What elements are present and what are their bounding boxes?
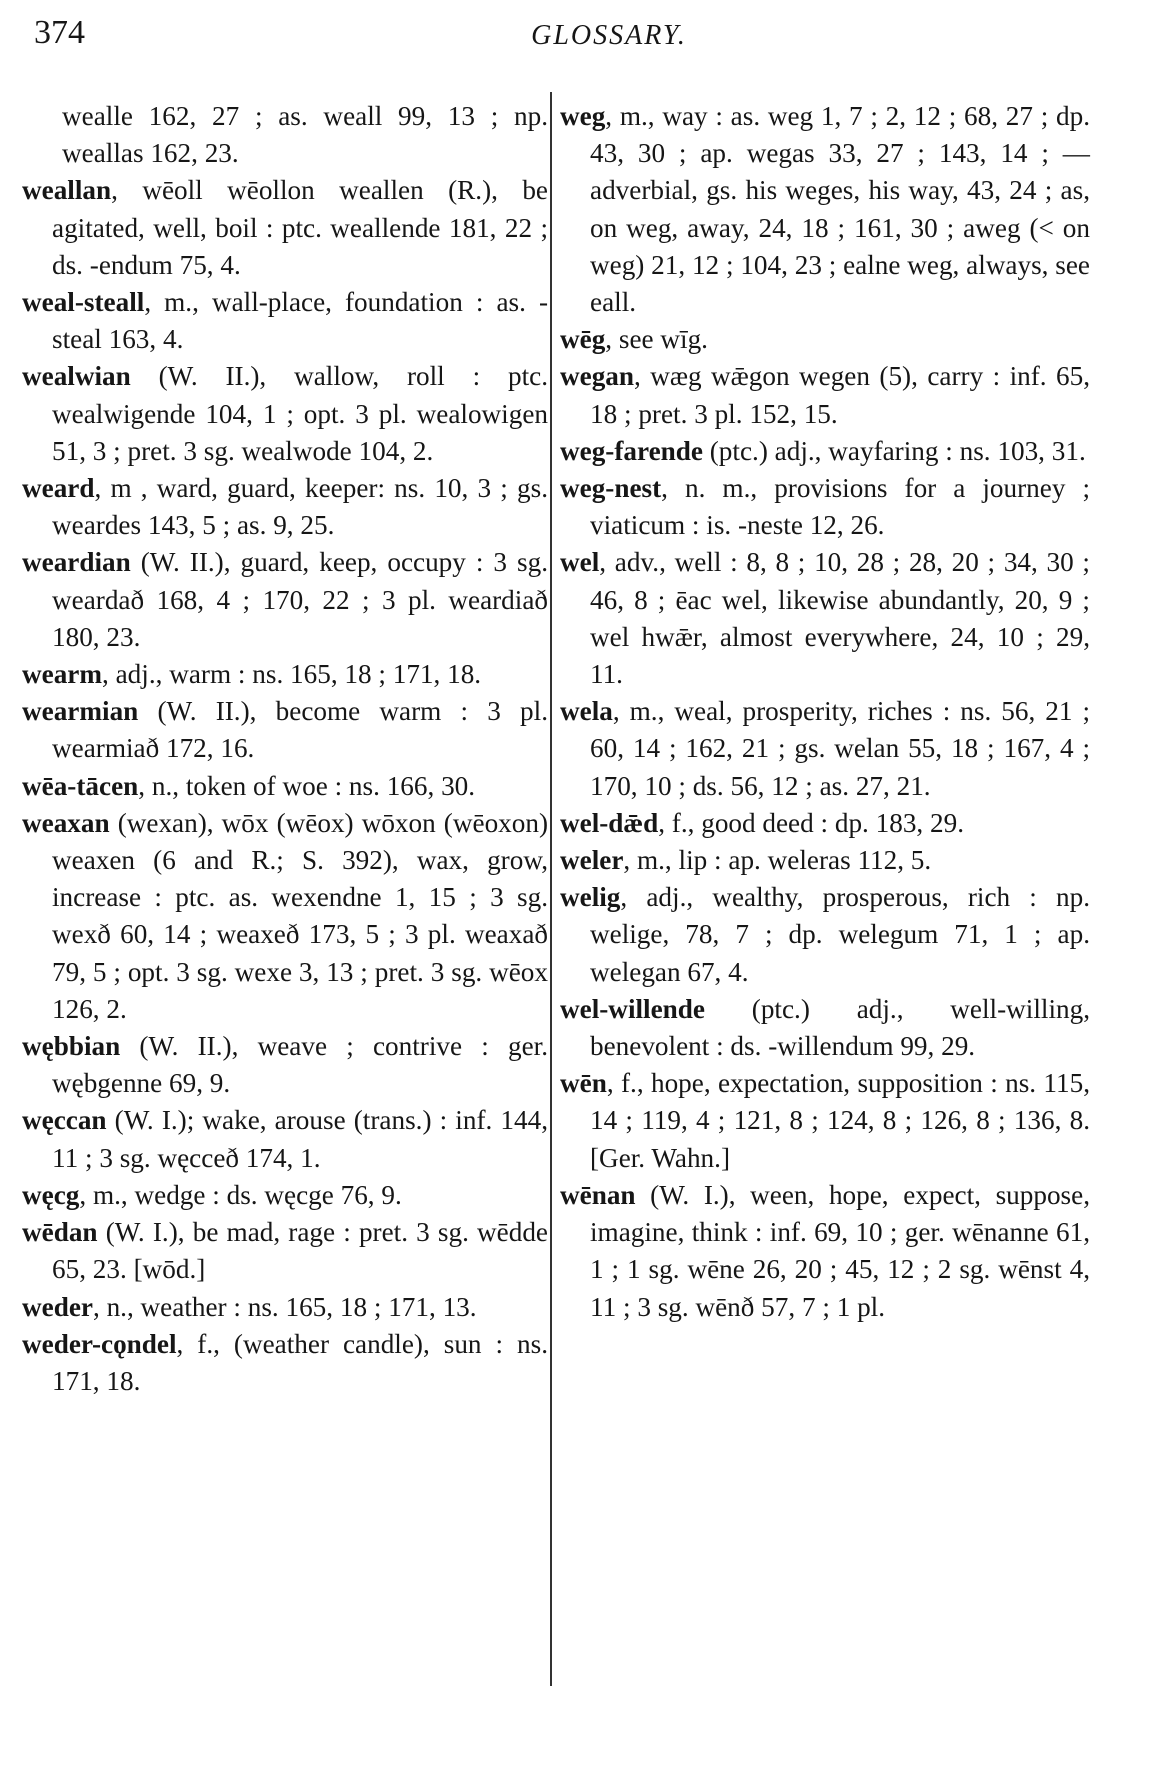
entry-headword: weg-nest (560, 473, 662, 504)
entry-text: (W. I.), be mad, rage : pret. 3 sg. wēdde 65, 23. [wōd.] (52, 1217, 548, 1285)
entry-text: , f., good deed : dp. 183, 29. (658, 807, 965, 838)
entry-headword: weder (22, 1291, 93, 1322)
entry-headword: wēdan (22, 1217, 98, 1248)
entry-text: , n., weather : ns. 165, 18 ; 171, 13. (92, 1291, 477, 1322)
entry-text: , f., hope, expectation, supposition : ns. 115, 14 ; 119, 4 ; 121, 8 ; 124, 8 ; 126, 8 ; 136, 8. [Ger. Wahn.] (590, 1068, 1090, 1173)
glossary-entry-weallan (22, 172, 548, 284)
running-title: GLOSSARY. (531, 20, 687, 51)
entry-headword: wēa-tācen (22, 770, 139, 801)
entry-text: , wæg wǣgon wegen (5), carry : inf. 65, 18 ; pret. 3 pl. 152, 15. (590, 361, 1090, 429)
entry-text: , m., weal, prosperity, riches : ns. 56, 21 ; 60, 14 ; 162, 21 ; gs. welan 55, 18 ; 167, 4 ; 170, 10 ; ds. 56, 12 ; as. 27, 21. (590, 696, 1090, 801)
entry-text: , adj., wealthy, prosperous, rich : np. welige, 78, 7 ; dp. welegum 71, 1 ; ap. welegan 67, 4. (590, 882, 1090, 987)
entry-text: , n. m., provisions for a journey ; viaticum : is. -neste 12, 26. (590, 473, 1090, 541)
glossary-entry-weg-farende (560, 433, 1090, 470)
entry-text: (W. I.); wake, arouse (trans.) : inf. 144, 11 ; 3 sg. węcceð 174, 1. (52, 1105, 548, 1173)
entry-headword: weard (22, 473, 95, 504)
glossary-entry-wealwian (22, 358, 548, 470)
glossary-entry-wegan (560, 358, 1090, 432)
glossary-entry-weg-see (560, 321, 1090, 358)
entry-text: , m., lip : ap. weleras 112, 5. (623, 845, 932, 876)
entry-headword: wel-dǣd (560, 807, 659, 838)
entry-text: (ptc.) adj., well-willing, benevolent : ds. -willendum 99, 29. (590, 993, 1090, 1062)
entry-headword: weal-steall (22, 287, 145, 318)
entry-headword: węcg (22, 1179, 80, 1210)
entry-text: (W. II.), wallow, roll : ptc. wealwigende 104, 1 ; opt. 3 pl. wealowigen 51, 3 ; pret. 3 sg. wealwode 104, 2. (52, 361, 548, 466)
entry-text: (wexan), wōx (wēox) wōxon (wēoxon) weaxen (6 and R.; S. 392), wax, grow, increase : ptc. as. wexendne 1, 15 ; 3 sg. wexð 60, 14 ; weaxeð 173, 5 ; 3 pl. weaxað 79, 5 ; opt. 3 sg. wexe 3, 13 ; pret. 3 sg. wēox 126, 2. (52, 807, 548, 1024)
entry-text: , f., (weather candle), sun : ns. 171, 18. (52, 1328, 548, 1396)
glossary-entry-wealle-cont (22, 98, 548, 172)
glossary-entry-weaxan (22, 805, 548, 1028)
entry-headword: węccan (22, 1105, 107, 1136)
glossary-entry-weg-nest (560, 470, 1090, 544)
glossary-entry-weardian (22, 544, 548, 656)
entry-text: , m., way : as. weg 1, 7 ; 2, 12 ; 68, 27 ; dp. 43, 30 ; ap. wegas 33, 27 ; 143, 14 ; — adverbial, gs. his weges, his way, 43, 24 ; as, on weg, away, 24, 18 ; 161, 30 ; aweg (< on weg) 21, 12 ; 104, 23 ; ealne weg, always, see eall. (590, 101, 1090, 318)
glossary-entry-welig (560, 879, 1090, 991)
glossary-entry-weard (22, 470, 548, 544)
entry-headword: wealwian (22, 361, 131, 392)
entry-text: , see wīg. (605, 324, 708, 355)
glossary-entry-weder (22, 1289, 548, 1326)
entry-text: , m , ward, guard, keeper: ns. 10, 3 ; gs. weardes 143, 5 ; as. 9, 25. (52, 473, 548, 541)
entry-text: , adv., well : 8, 8 ; 10, 28 ; 28, 20 ; 34, 30 ; 46, 8 ; ēac wel, likewise abundantly, 20, 9 ; wel hwǣr, almost everywhere, 24, 10 ; 29, 11. (590, 547, 1090, 690)
right-column (560, 98, 1090, 1326)
entry-headword: wearmian (22, 696, 139, 727)
entry-headword: wearm (22, 659, 103, 690)
entry-headword: wela (560, 696, 613, 727)
entry-headword: wēnan (560, 1179, 636, 1210)
glossary-entry-webbian (22, 1028, 548, 1102)
glossary-entry-wen (560, 1065, 1090, 1177)
entry-headword: wegan (560, 361, 635, 392)
glossary-entry-weal-steall (22, 284, 548, 358)
column-divider (550, 92, 552, 1686)
entry-text: , m., wedge : ds. węcge 76, 9. (79, 1179, 402, 1210)
glossary-entry-wedan (22, 1214, 548, 1288)
glossary-entry-wel-willende (560, 991, 1090, 1065)
glossary-entry-wearm (22, 656, 548, 693)
entry-headword: weg (560, 101, 606, 131)
entry-text: , m., wall-place, foundation : as. -steal 163, 4. (52, 287, 548, 355)
glossary-entry-wearmian (22, 693, 548, 767)
entry-headword: weallan (22, 175, 112, 206)
left-column (22, 98, 548, 1400)
entry-text: (ptc.) adj., wayfaring : ns. 103, 31. (702, 435, 1086, 466)
glossary-entry-weg (560, 98, 1090, 321)
entry-text: (W. II.), guard, keep, occupy : 3 sg. weardað 168, 4 ; 170, 22 ; 3 pl. weardiað 180, 23. (52, 547, 548, 652)
entry-headword: wēg (560, 324, 606, 355)
entry-text: (W. II.), become warm : 3 pl. wearmiað 172, 16. (52, 696, 548, 764)
entry-headword: wēn (560, 1068, 607, 1099)
entry-headword: welig (560, 882, 621, 913)
glossary-entry-wela (560, 693, 1090, 805)
entry-text: , n., token of woe : ns. 166, 30. (138, 770, 476, 801)
page-header (34, 14, 1124, 58)
glossary-entry-wel (560, 544, 1090, 693)
entry-headword: weardian (22, 547, 131, 578)
glossary-entry-wea-tacen (22, 768, 548, 805)
entry-text: (W. I.), ween, hope, expect, suppose, imagine, think : inf. 69, 10 ; ger. wēnanne 61, 1 ; 1 sg. wēne 26, 20 ; 45, 12 ; 2 sg. wēnst 4, 11 ; 3 sg. wēnð 57, 7 ; 1 pl. (590, 1179, 1090, 1322)
entry-headword: wel-willende (560, 993, 705, 1024)
glossary-entry-wecg (22, 1177, 548, 1214)
entry-headword: weg-farende (560, 435, 703, 466)
glossary-entry-wel-daed (560, 805, 1090, 842)
entry-text: (W. II.), weave ; contrive : ger. wębgenne 69, 9. (52, 1031, 548, 1099)
glossary-entry-weccan (22, 1102, 548, 1176)
page-number: 374 (34, 14, 85, 51)
glossary-entry-wenan (560, 1177, 1090, 1326)
glossary-entry-weder-condel (22, 1326, 548, 1400)
entry-headword: wel (560, 547, 600, 578)
entry-text: wealle 162, 27 ; as. weall 99, 13 ; np. weallas 162, 23. (62, 101, 548, 169)
entry-headword: weaxan (22, 807, 110, 838)
entry-headword: wębbian (22, 1031, 121, 1062)
glossary-entry-weler (560, 842, 1090, 879)
entry-text: , adj., warm : ns. 165, 18 ; 171, 18. (102, 659, 482, 690)
entry-text: , wēoll wēollon weallen (R.), be agitated, well, boil : ptc. weallende 181, 22 ; ds. -endum 75, 4. (52, 175, 548, 280)
entry-headword: weler (560, 845, 624, 876)
entry-headword: weder-cǫndel (22, 1328, 177, 1359)
